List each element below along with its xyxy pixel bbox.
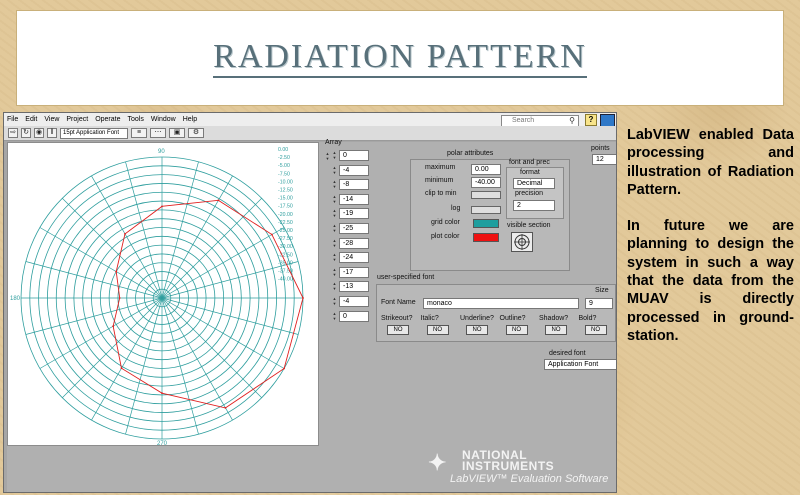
radius-tick-label: -32.50 xyxy=(278,252,293,259)
run-arrow-icon[interactable]: ⇨ xyxy=(8,128,18,138)
radius-tick-label: -37.50 xyxy=(278,268,293,275)
font-name-label: Font Name xyxy=(381,299,416,306)
array-element[interactable]: -19 xyxy=(339,208,369,219)
polar-grid-spoke xyxy=(162,162,198,298)
points-label: points xyxy=(591,145,610,152)
angle-label-270: 270 xyxy=(157,441,168,447)
menu-view[interactable]: View xyxy=(44,116,60,123)
run-continuously-icon[interactable]: ↻ xyxy=(21,128,31,138)
side-text xyxy=(627,126,794,363)
radius-tick-label: -40.00 xyxy=(278,276,293,283)
minimum-label: minimum xyxy=(425,177,454,184)
minimum-input[interactable]: -40.00 xyxy=(471,177,501,188)
user-font-cluster xyxy=(376,284,616,342)
array-element[interactable]: -13 xyxy=(339,281,369,292)
radius-tick-label: -20.00 xyxy=(278,211,293,218)
visible-section-selector[interactable] xyxy=(511,232,533,252)
precision-input[interactable]: 2 xyxy=(513,200,555,211)
labview-window xyxy=(3,112,617,493)
radiation-data-point xyxy=(124,233,126,235)
polar-grid-spoke xyxy=(62,198,162,298)
array-element[interactable]: -14 xyxy=(339,194,369,205)
radius-tick-label: -35.00 xyxy=(278,260,293,267)
array-element[interactable]: 0 xyxy=(339,150,369,161)
radiation-data-point xyxy=(302,297,304,299)
radius-tick-label: -22.50 xyxy=(278,219,293,226)
font-prec-cluster xyxy=(506,167,564,219)
font-option-toggle[interactable]: NO xyxy=(387,325,409,335)
menu-edit[interactable]: Edit xyxy=(25,116,38,123)
ni-brand-line2: INSTRUMENTS xyxy=(462,459,555,473)
grid-color-label: grid color xyxy=(431,219,460,226)
font-option-label: Bold? xyxy=(578,315,597,322)
polar-plot-svg xyxy=(8,143,320,447)
font-option-label: Strikeout? xyxy=(381,315,413,322)
search-placeholder: Search xyxy=(512,117,535,124)
target-icon xyxy=(512,233,532,251)
size-label: Size xyxy=(595,287,609,294)
radiation-data-point xyxy=(161,205,163,207)
font-option-label: Underline? xyxy=(460,315,494,322)
polar-grid-spoke xyxy=(162,298,298,334)
font-option-label: Italic? xyxy=(420,315,439,322)
pause-icon[interactable]: ‖ xyxy=(47,128,57,138)
font-option-toggle[interactable]: NO xyxy=(427,325,449,335)
font-option-toggle[interactable]: NO xyxy=(545,325,567,335)
array-element-spinner[interactable]: ▲ ▼ xyxy=(332,281,337,292)
paragraph-2: In future we are planning to design the system in such a way that the data from the MUAV is directly processed in ground-station. xyxy=(627,218,794,344)
precision-label: precision xyxy=(515,190,544,197)
radiation-pattern-trace xyxy=(113,200,303,408)
angle-label-180: 180 xyxy=(10,296,21,302)
radius-tick-label: -25.00 xyxy=(278,228,293,234)
array-element-spinner[interactable]: ▲ ▼ xyxy=(332,252,337,263)
angle-label-90: 90 xyxy=(158,149,165,155)
ni-eagle-logo-icon: ✦ xyxy=(428,450,447,475)
radiation-data-point xyxy=(119,297,121,299)
menu-window[interactable]: Window xyxy=(150,116,176,123)
search-icon[interactable]: ⚲ xyxy=(569,116,575,125)
radiation-data-point xyxy=(271,234,273,236)
radius-tick-label: -12.50 xyxy=(278,187,293,194)
radius-tick-label: -15.00 xyxy=(278,195,293,202)
log-button[interactable] xyxy=(471,206,501,214)
array-element[interactable]: -17 xyxy=(339,267,369,278)
array-label: Array xyxy=(325,139,342,146)
array-element-spinner[interactable]: ▲ ▼ xyxy=(332,266,337,277)
font-name-input[interactable]: monaco xyxy=(423,298,579,309)
resize-icon[interactable]: ▣ xyxy=(169,128,185,138)
radiation-data-point xyxy=(225,407,227,409)
points-input[interactable]: 12 xyxy=(592,154,617,165)
radiation-data-point xyxy=(218,199,220,201)
polar-grid-spoke xyxy=(26,262,162,298)
array-index-spinner[interactable]: ▲ ▼ xyxy=(325,151,330,161)
polar-grid-spoke xyxy=(162,298,262,398)
grid-color-swatch[interactable] xyxy=(473,219,499,228)
user-font-label: user-specified font xyxy=(377,274,435,281)
radius-tick-label: -17.50 xyxy=(278,203,293,210)
radius-tick-label: -5.00 xyxy=(278,163,290,170)
size-input[interactable]: 9 xyxy=(585,298,613,309)
ni-watermark xyxy=(424,448,614,492)
array-element[interactable]: -8 xyxy=(339,179,369,190)
radius-tick-label: -7.50 xyxy=(278,171,290,178)
log-label: log xyxy=(451,205,461,212)
array-element-spinner[interactable]: ▲ ▼ xyxy=(332,237,337,248)
array-element[interactable]: -4 xyxy=(339,296,369,307)
ni-brand-line1: NATIONAL xyxy=(462,448,528,462)
font-option-toggle[interactable]: NO xyxy=(506,325,528,335)
polar-graph xyxy=(7,142,319,446)
abort-icon[interactable]: ◉ xyxy=(35,129,43,136)
array-element[interactable]: -24 xyxy=(339,252,369,263)
polar-grid-spoke xyxy=(126,298,162,434)
polar-grid-spoke xyxy=(162,198,262,298)
font-option-label: Shadow? xyxy=(539,315,569,322)
desired-font-label: desired font xyxy=(549,350,586,357)
toolbar xyxy=(4,126,617,141)
help-button[interactable]: ? xyxy=(585,114,597,126)
plot-color-label: plot color xyxy=(431,233,460,240)
reorder-icon[interactable]: ⚙ xyxy=(188,128,204,138)
radius-tick-label: 0.00 xyxy=(278,147,289,153)
radius-tick-label: -27.50 xyxy=(278,236,293,243)
font-option-toggle[interactable]: NO xyxy=(466,325,488,335)
array-element-spinner[interactable]: ▲ ▼ xyxy=(332,208,337,219)
array-element-spinner[interactable]: ▲ ▼ xyxy=(332,296,337,306)
format-label: format xyxy=(520,169,540,176)
slide-title: RADIATION PATTERN xyxy=(213,38,587,78)
array-element-spinner[interactable]: ▲ ▼ xyxy=(332,150,337,160)
array-element-spinner[interactable]: ▲ ▼ xyxy=(332,310,337,321)
polar-attributes-label: polar attributes xyxy=(447,150,494,157)
font-option-toggle[interactable]: NO xyxy=(585,325,607,335)
array-element[interactable]: 0 xyxy=(339,311,369,322)
radiation-data-point xyxy=(121,367,123,369)
align-icon[interactable]: ≡ xyxy=(131,128,147,138)
array-element[interactable]: -25 xyxy=(339,223,369,234)
polar-grid-spoke xyxy=(26,298,162,334)
menu-file[interactable]: File xyxy=(7,116,19,123)
radiation-data-point xyxy=(115,271,117,273)
title-box xyxy=(16,10,784,106)
array-element[interactable]: -4 xyxy=(339,165,369,176)
paragraph-1: LabVIEW enabled Data processing and illustration of Radiation Pattern. xyxy=(627,127,794,198)
controls-area xyxy=(319,139,617,493)
desired-font-select[interactable]: Application Font xyxy=(544,359,617,370)
polar-grid-spoke xyxy=(162,298,198,434)
radiation-data-point xyxy=(161,392,163,394)
polar-attributes-cluster xyxy=(410,159,570,271)
font-select[interactable]: 15pt Application Font xyxy=(60,128,128,139)
array-element[interactable]: -28 xyxy=(339,238,369,249)
radius-tick-label: -10.00 xyxy=(278,179,293,186)
menu-help[interactable]: Help xyxy=(182,116,198,123)
distribute-icon[interactable]: ⋯ xyxy=(150,128,166,138)
clip-to-min-button[interactable] xyxy=(471,191,501,199)
array-element-spinner[interactable]: ▲ ▼ xyxy=(332,223,337,233)
maximum-label: maximum xyxy=(425,164,456,171)
plot-color-swatch[interactable] xyxy=(473,233,499,242)
radiation-data-point xyxy=(112,325,114,327)
array-element-spinner[interactable]: ▲ ▼ xyxy=(332,179,337,190)
radius-tick-label: -2.50 xyxy=(278,155,290,162)
format-select[interactable]: Decimal xyxy=(513,178,555,189)
clip-to-min-label: clip to min xyxy=(425,190,457,197)
font-prec-label: font and prec xyxy=(509,159,550,166)
array-element-spinner[interactable]: ▲ ▼ xyxy=(332,193,337,204)
polar-grid-spoke xyxy=(62,298,162,398)
font-option-label: Outline? xyxy=(499,315,526,322)
radiation-data-point xyxy=(283,368,285,370)
menu-operate[interactable]: Operate xyxy=(95,116,121,123)
maximum-input[interactable]: 0.00 xyxy=(471,164,501,175)
front-panel xyxy=(7,139,617,493)
visible-section-label: visible section xyxy=(507,222,551,229)
ni-evaluation-text: LabVIEW™ Evaluation Software xyxy=(450,473,609,485)
radius-tick-label: -30.00 xyxy=(278,244,293,251)
array-element-spinner[interactable]: ▲ ▼ xyxy=(332,164,337,175)
menu-tools[interactable]: Tools xyxy=(127,116,144,123)
menu-project[interactable]: Project xyxy=(66,116,89,123)
